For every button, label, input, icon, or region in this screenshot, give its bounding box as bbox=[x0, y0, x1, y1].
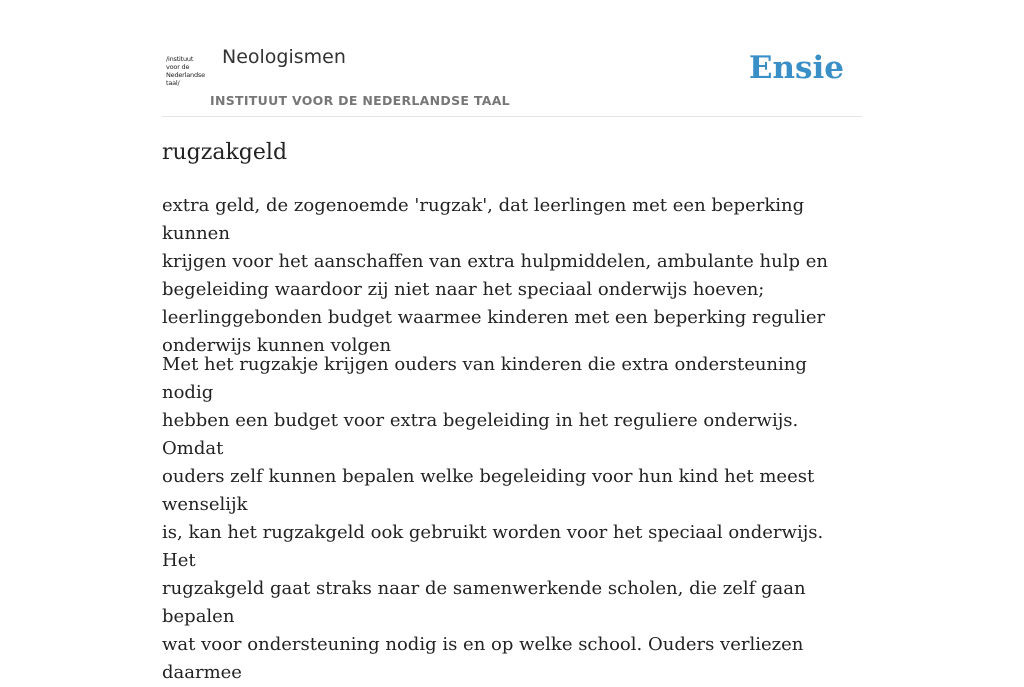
definition-line: begeleiding waardoor zij niet naar het speciaal onderwijs hoeven; bbox=[162, 279, 765, 300]
definition-line: krijgen voor het aanschaffen van extra hulpmiddelen, ambulante hulp en bbox=[162, 251, 828, 272]
institute-name: INSTITUUT VOOR DE NEDERLANDSE TAAL bbox=[210, 93, 510, 108]
entry-definition bbox=[162, 192, 862, 360]
logo-line: voor de bbox=[166, 63, 190, 71]
definition-line: onderwijs kunnen volgen bbox=[162, 335, 392, 356]
entry-example bbox=[162, 351, 862, 687]
definition-line: leerlinggebonden budget waarmee kinderen met een beperking regulier bbox=[162, 307, 826, 328]
page bbox=[162, 0, 862, 683]
example-line: rugzakgeld gaat straks naar de samenwerkende scholen, die zelf gaan bepalen bbox=[162, 578, 806, 627]
example-line: Met het rugzakje krijgen ouders van kinderen die extra ondersteuning nodig bbox=[162, 354, 807, 403]
header bbox=[162, 0, 862, 117]
ensie-brand-link[interactable]: Ensie bbox=[748, 50, 844, 86]
definition-line: extra geld, de zogenoemde 'rugzak', dat leerlingen met een beperking kunnen bbox=[162, 195, 805, 244]
example-line: wat voor ondersteuning nodig is en op welke school. Ouders verliezen daarmee bbox=[162, 634, 804, 683]
example-line: is, kan het rugzakgeld ook gebruikt worden voor het speciaal onderwijs. Het bbox=[162, 522, 824, 571]
logo-line: /instituut bbox=[166, 55, 194, 63]
example-line: hebben een budget voor extra begeleiding in het reguliere onderwijs. Omdat bbox=[162, 410, 799, 459]
entry-term: rugzakgeld bbox=[162, 140, 288, 165]
institute-logo[interactable] bbox=[166, 55, 208, 87]
logo-line: taal/ bbox=[166, 79, 180, 87]
logo-line: Nederlandse bbox=[166, 71, 205, 79]
site-name[interactable]: Neologismen bbox=[222, 46, 346, 68]
example-line: ouders zelf kunnen bepalen welke begeleiding voor hun kind het meest wenselijk bbox=[162, 466, 815, 515]
